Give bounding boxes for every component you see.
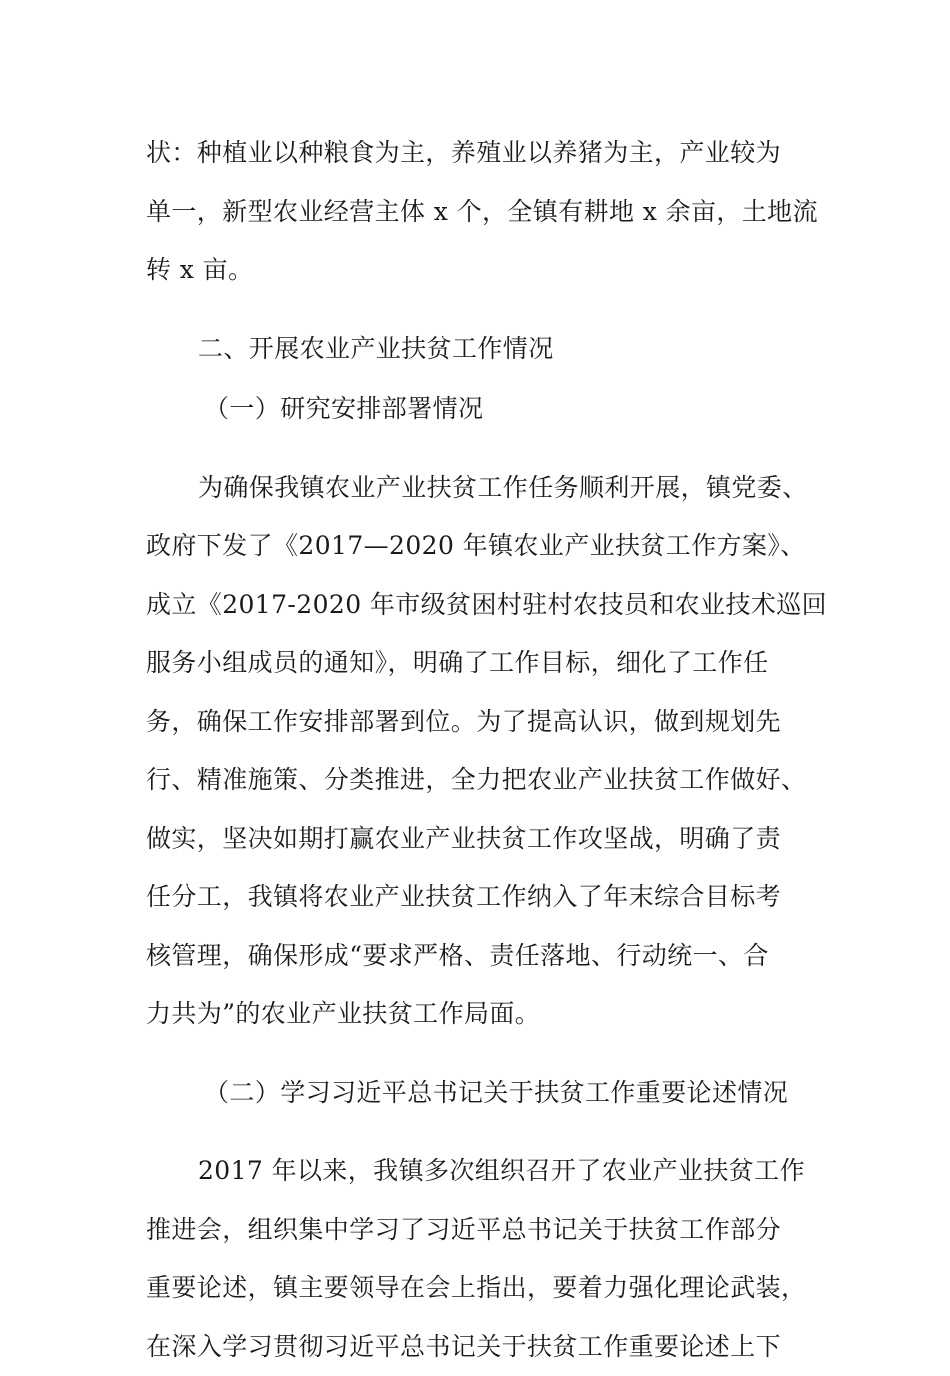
paragraph-gap xyxy=(146,300,810,320)
text-line: 核管理，确保形成“要求严格、责任落地、行动统一、合 xyxy=(146,927,810,986)
text-line: 重要论述，镇主要领导在会上指出，要着力强化理论武装， xyxy=(146,1259,810,1318)
text-line: 单一，新型农业经营主体 x 个，全镇有耕地 x 余亩，土地流 xyxy=(146,183,810,242)
text-line: 为确保我镇农业产业扶贫工作任务顺利开展，镇党委、 xyxy=(146,459,810,518)
text-line: 推进会，组织集中学习了习近平总书记关于扶贫工作部分 xyxy=(146,1201,810,1260)
text-line: 任分工，我镇将农业产业扶贫工作纳入了年末综合目标考 xyxy=(146,868,810,927)
document-body xyxy=(146,124,810,1376)
text-line: 转 x 亩。 xyxy=(146,241,810,300)
text-line: 务，确保工作安排部署到位。为了提高认识，做到规划先 xyxy=(146,693,810,752)
paragraph-land-status xyxy=(146,124,810,300)
text-line: 服务小组成员的通知》，明确了工作目标，细化了工作任 xyxy=(146,634,810,693)
paragraph-gap xyxy=(146,1044,810,1064)
paragraph-gap xyxy=(146,439,810,459)
text-line: 力共为”的农业产业扶贫工作局面。 xyxy=(146,985,810,1044)
subsection-heading-2: （二）学习习近平总书记关于扶贫工作重要论述情况 xyxy=(146,1064,810,1123)
text-line: 成立《2017-2020 年市级贫困村驻村农技员和农业技术巡回 xyxy=(146,576,810,635)
subsection-heading-1: （一）研究安排部署情况 xyxy=(146,380,810,439)
paragraph-gap xyxy=(146,1122,810,1142)
paragraph-study xyxy=(146,1142,810,1376)
section-heading-2: 二、开展农业产业扶贫工作情况 xyxy=(146,320,810,379)
text-line: 状：种植业以种粮食为主，养殖业以养猪为主，产业较为 xyxy=(146,124,810,183)
paragraph-deployment xyxy=(146,459,810,1044)
text-line: 在深入学习贯彻习近平总书记关于扶贫工作重要论述上下 xyxy=(146,1318,810,1376)
text-line: 2017 年以来，我镇多次组织召开了农业产业扶贫工作 xyxy=(146,1142,810,1201)
text-line: 做实，坚决如期打赢农业产业扶贫工作攻坚战，明确了责 xyxy=(146,810,810,869)
text-line: 政府下发了《2017—2020 年镇农业产业扶贫工作方案》、 xyxy=(146,517,810,576)
text-line: 行、精准施策、分类推进，全力把农业产业扶贫工作做好、 xyxy=(146,751,810,810)
